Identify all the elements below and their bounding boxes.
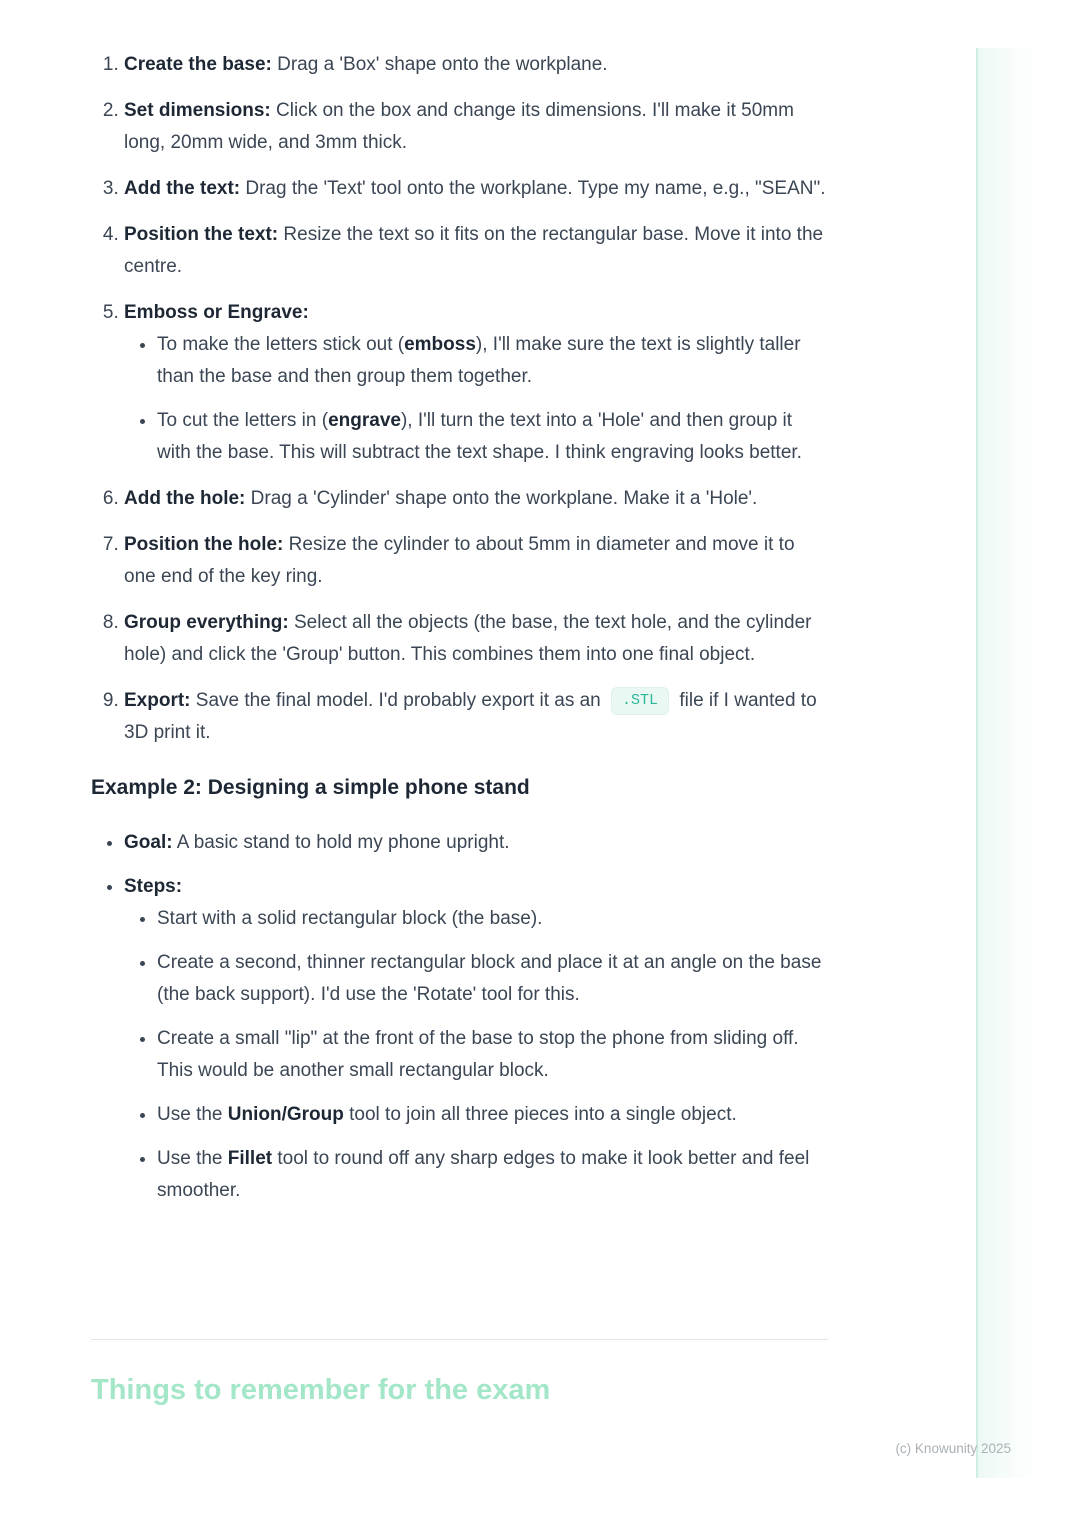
page-edge-decoration xyxy=(976,48,1033,1478)
list-item xyxy=(124,529,831,593)
section-divider xyxy=(91,1339,828,1340)
text-segment: To make the letters stick out ( xyxy=(157,334,405,355)
text-segment: Use the xyxy=(157,1104,228,1125)
bold-text: engrave xyxy=(328,410,401,431)
text-segment: Drag the 'Text' tool onto the workplane. Type my name, e.g., "SEAN". xyxy=(240,178,826,199)
sub-list-item xyxy=(157,405,831,469)
sub-list-item xyxy=(157,947,831,1011)
sub-list-item xyxy=(157,1099,831,1131)
bold-text: Union/Group xyxy=(227,1104,344,1125)
sub-list-item xyxy=(157,1023,831,1087)
text-segment: Click on the box and change its dimensions. I'll make it 50mm long, 20mm wide, and 3mm thick. xyxy=(124,100,794,153)
bold-text: Emboss or Engrave: xyxy=(124,302,309,323)
text-segment: Drag a 'Cylinder' shape onto the workplane. Make it a 'Hole'. xyxy=(245,488,758,509)
sub-list-item xyxy=(157,1143,831,1207)
text-segment: Create a second, thinner rectangular block and place it at an angle on the base (the back support). I'd use the 'Rotate' tool for this. xyxy=(157,952,822,1005)
bold-text: Goal: xyxy=(124,832,173,853)
bold-text: Create the base: xyxy=(124,54,272,75)
text-segment: Start with a solid rectangular block (the base). xyxy=(157,908,543,929)
bold-text: Add the hole: xyxy=(124,488,246,509)
list-item xyxy=(124,685,831,749)
stl-file-badge: .STL xyxy=(611,687,669,715)
copyright-notice: (c) Knowunity 2025 xyxy=(895,1441,1011,1456)
text-segment: Drag a 'Box' shape onto the workplane. xyxy=(271,54,608,75)
document-content xyxy=(91,49,831,1219)
text-segment: Resize the text so it fits on the rectangular base. Move it into the centre. xyxy=(124,224,824,277)
list-item xyxy=(124,483,831,515)
text-segment: tool to join all three pieces into a single object. xyxy=(343,1104,737,1125)
text-segment: A basic stand to hold my phone upright. xyxy=(172,832,510,853)
bold-text: Steps: xyxy=(124,876,183,897)
sub-list xyxy=(124,329,831,469)
text-segment: Select all the objects (the base, the text hole, and the cylinder hole) and click the 'Group' button. This combines them into one final object. xyxy=(124,612,812,665)
text-segment: tool to round off any sharp edges to make it look better and feel smoother. xyxy=(157,1148,810,1201)
example2-list xyxy=(91,827,831,1207)
bold-text: Export: xyxy=(124,690,191,711)
text-segment: Create a small "lip" at the front of the base to stop the phone from sliding off. This would be another small rectangular block. xyxy=(157,1028,799,1081)
numbered-steps-list xyxy=(91,49,831,749)
text-segment: Resize the cylinder to about 5mm in diameter and move it to one end of the key ring. xyxy=(124,534,795,587)
bold-text: Position the text: xyxy=(124,224,279,245)
text-segment: file if I wanted to 3D print it. xyxy=(124,690,817,743)
list-item xyxy=(124,49,831,81)
text-segment: ), I'll make sure the text is slightly taller than the base and then group them together. xyxy=(157,334,801,387)
list-item xyxy=(124,297,831,469)
list-item xyxy=(124,173,831,205)
bold-text: emboss xyxy=(404,334,476,355)
text-segment: Save the final model. I'd probably export it as an xyxy=(190,690,607,711)
list-item xyxy=(124,871,831,1207)
text-segment: Use the xyxy=(157,1148,228,1169)
sub-list xyxy=(124,903,831,1207)
sub-list-item xyxy=(157,329,831,393)
list-item xyxy=(124,95,831,159)
bold-text: Fillet xyxy=(227,1148,273,1169)
text-segment: ), I'll turn the text into a 'Hole' and then group it with the base. This will subtract the text shape. I think engraving looks better. xyxy=(157,410,802,463)
bold-text: Set dimensions: xyxy=(124,100,271,121)
bold-text: Position the hole: xyxy=(124,534,284,555)
bold-text: Group everything: xyxy=(124,612,289,633)
example2-heading: Example 2: Designing a simple phone stand xyxy=(91,776,530,799)
bold-text: Add the text: xyxy=(124,178,241,199)
list-item xyxy=(124,827,831,859)
list-item xyxy=(124,219,831,283)
list-item xyxy=(124,607,831,671)
sub-list-item xyxy=(157,903,831,935)
text-segment: To cut the letters in ( xyxy=(157,410,329,431)
exam-section-heading: Things to remember for the exam xyxy=(91,1374,551,1406)
